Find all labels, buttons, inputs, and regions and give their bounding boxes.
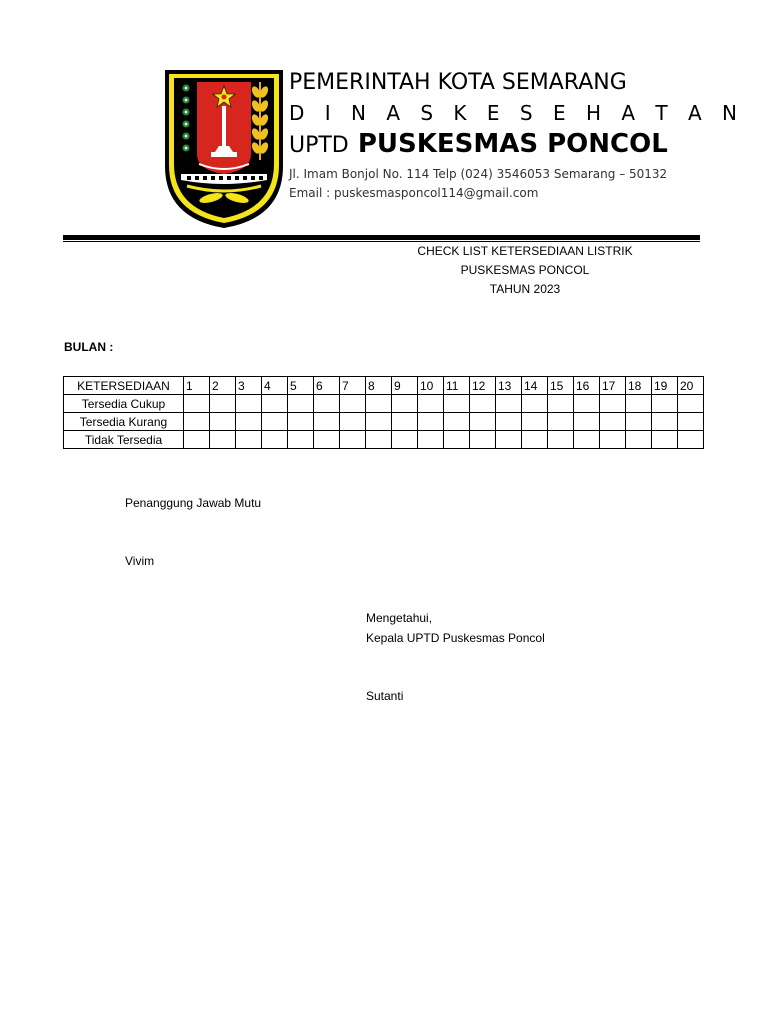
check-cell[interactable] [184, 431, 210, 449]
semarang-city-crest-logo [163, 68, 285, 230]
day-header-cell: 12 [470, 377, 496, 395]
check-cell[interactable] [626, 395, 652, 413]
check-cell[interactable] [392, 413, 418, 431]
table-header-row [64, 377, 704, 395]
availability-checklist-table [63, 376, 704, 449]
check-cell[interactable] [340, 431, 366, 449]
check-cell[interactable] [678, 431, 704, 449]
check-cell[interactable] [418, 431, 444, 449]
check-cell[interactable] [574, 395, 600, 413]
check-cell[interactable] [314, 431, 340, 449]
check-cell[interactable] [210, 431, 236, 449]
check-cell[interactable] [574, 413, 600, 431]
check-cell[interactable] [444, 413, 470, 431]
day-header-cell: 13 [496, 377, 522, 395]
check-cell[interactable] [652, 431, 678, 449]
check-cell[interactable] [496, 431, 522, 449]
check-cell[interactable] [366, 413, 392, 431]
responsible-name: Vivim [125, 554, 155, 568]
responsible-title: Penanggung Jawab Mutu [125, 496, 262, 510]
day-header-cell: 18 [626, 377, 652, 395]
check-cell[interactable] [626, 431, 652, 449]
check-cell[interactable] [600, 395, 626, 413]
institution-name [289, 129, 668, 159]
check-cell[interactable] [678, 413, 704, 431]
department-name: D I N A S K E S E H A T A N [289, 101, 744, 125]
head-title: Kepala UPTD Puskesmas Poncol [366, 631, 545, 645]
row-label-cell: Tersedia Cukup [64, 395, 184, 413]
check-cell[interactable] [444, 395, 470, 413]
check-cell[interactable] [522, 413, 548, 431]
day-header-cell: 1 [184, 377, 210, 395]
header-label-cell: KETERSEDIAAN [64, 377, 184, 395]
acknowledge-label: Mengetahui, [366, 611, 433, 625]
check-cell[interactable] [574, 431, 600, 449]
check-cell[interactable] [184, 413, 210, 431]
table-row [64, 395, 704, 413]
check-cell[interactable] [470, 413, 496, 431]
check-cell[interactable] [444, 431, 470, 449]
check-cell[interactable] [522, 395, 548, 413]
head-name: Sutanti [366, 689, 404, 703]
check-cell[interactable] [548, 431, 574, 449]
check-cell[interactable] [288, 395, 314, 413]
check-cell[interactable] [496, 413, 522, 431]
day-header-cell: 16 [574, 377, 600, 395]
check-cell[interactable] [288, 413, 314, 431]
check-cell[interactable] [236, 395, 262, 413]
day-header-cell: 4 [262, 377, 288, 395]
day-header-cell: 19 [652, 377, 678, 395]
check-cell[interactable] [366, 431, 392, 449]
check-cell[interactable] [522, 431, 548, 449]
check-cell[interactable] [392, 395, 418, 413]
check-cell[interactable] [392, 431, 418, 449]
check-cell[interactable] [652, 395, 678, 413]
day-header-cell: 14 [522, 377, 548, 395]
table-row [64, 431, 704, 449]
check-cell[interactable] [236, 413, 262, 431]
day-header-cell: 10 [418, 377, 444, 395]
check-cell[interactable] [600, 431, 626, 449]
day-header-cell: 6 [314, 377, 340, 395]
check-cell[interactable] [262, 431, 288, 449]
check-cell[interactable] [418, 413, 444, 431]
check-cell[interactable] [496, 395, 522, 413]
check-cell[interactable] [652, 413, 678, 431]
institution-prefix: UPTD [289, 133, 349, 158]
day-header-cell: 8 [366, 377, 392, 395]
check-cell[interactable] [340, 413, 366, 431]
check-cell[interactable] [548, 413, 574, 431]
document-year: TAHUN 2023 [489, 282, 561, 296]
row-label-cell: Tersedia Kurang [64, 413, 184, 431]
check-cell[interactable] [288, 431, 314, 449]
document-subtitle: PUSKESMAS PONCOL [460, 263, 590, 277]
document-title: CHECK LIST KETERSEDIAAN LISTRIK [417, 244, 633, 258]
day-header-cell: 20 [678, 377, 704, 395]
check-cell[interactable] [314, 413, 340, 431]
check-cell[interactable] [548, 395, 574, 413]
day-header-cell: 2 [210, 377, 236, 395]
day-header-cell: 15 [548, 377, 574, 395]
institution-main-name: PUSKESMAS PONCOL [357, 129, 668, 159]
letterhead-rule-thin [63, 241, 700, 242]
check-cell[interactable] [340, 395, 366, 413]
check-cell[interactable] [184, 395, 210, 413]
day-header-cell: 11 [444, 377, 470, 395]
check-cell[interactable] [262, 395, 288, 413]
month-label: BULAN : [64, 340, 114, 354]
letterhead-rule-thick [63, 235, 700, 240]
check-cell[interactable] [210, 413, 236, 431]
check-cell[interactable] [678, 395, 704, 413]
day-header-cell: 9 [392, 377, 418, 395]
check-cell[interactable] [626, 413, 652, 431]
check-cell[interactable] [236, 431, 262, 449]
government-name: PEMERINTAH KOTA SEMARANG [289, 70, 627, 95]
table-row [64, 413, 704, 431]
check-cell[interactable] [600, 413, 626, 431]
check-cell[interactable] [366, 395, 392, 413]
day-header-cell: 7 [340, 377, 366, 395]
row-label-cell: Tidak Tersedia [64, 431, 184, 449]
check-cell[interactable] [418, 395, 444, 413]
check-cell[interactable] [262, 413, 288, 431]
day-header-cell: 5 [288, 377, 314, 395]
check-cell[interactable] [210, 395, 236, 413]
day-header-cell: 3 [236, 377, 262, 395]
check-cell[interactable] [470, 431, 496, 449]
email-line: Email : puskesmasponcol114@gmail.com [289, 186, 539, 200]
day-header-cell: 17 [600, 377, 626, 395]
check-cell[interactable] [470, 395, 496, 413]
address-line: Jl. Imam Bonjol No. 114 Telp (024) 3546053 Semarang – 50132 [289, 167, 668, 181]
check-cell[interactable] [314, 395, 340, 413]
